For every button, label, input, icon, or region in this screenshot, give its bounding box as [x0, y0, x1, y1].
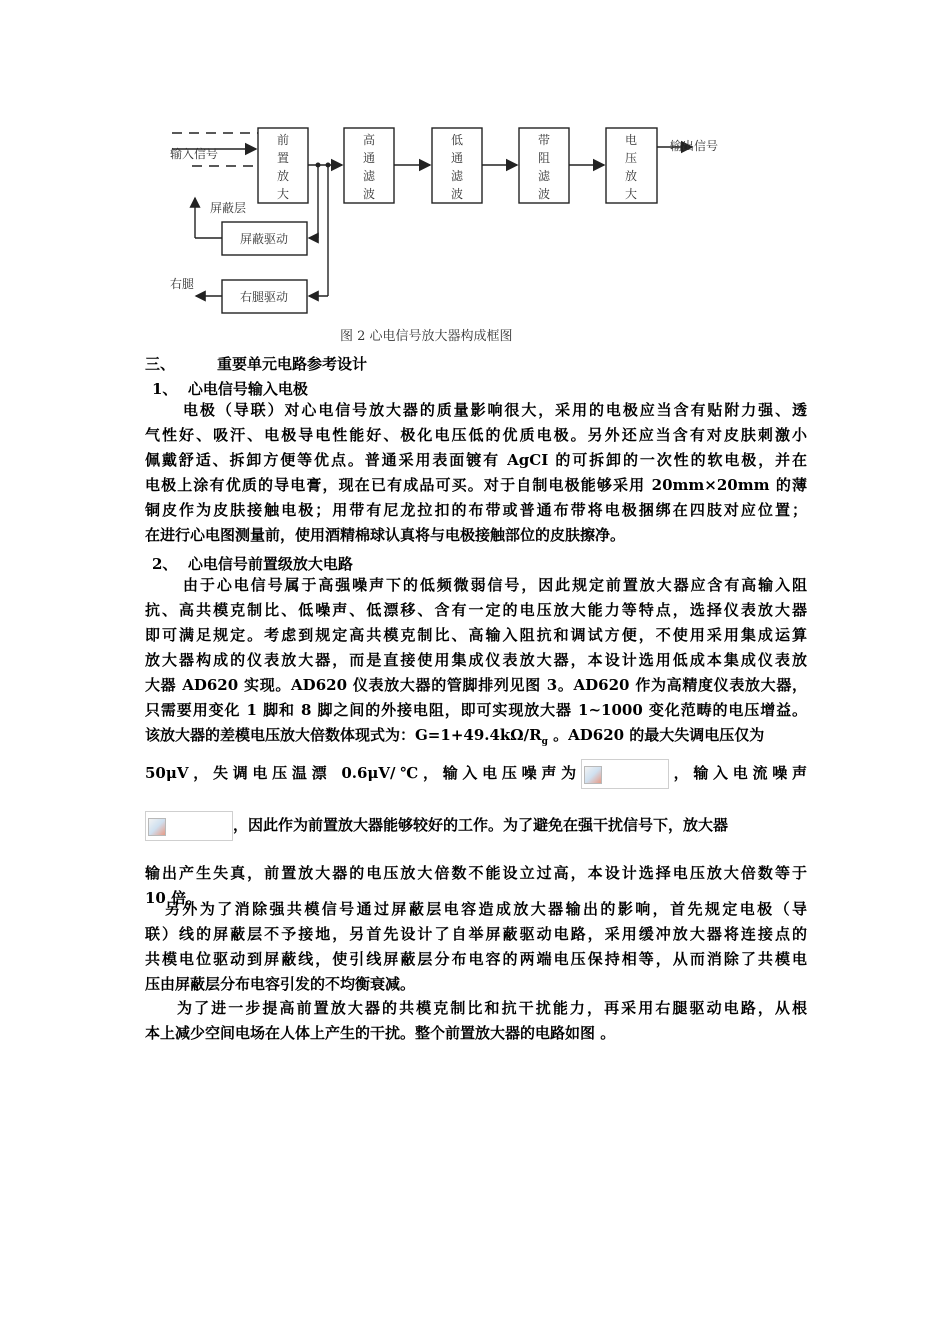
current-noise-image-placeholder — [145, 811, 233, 841]
subsection-2-title: 心电信号前置级放大电路 — [187, 555, 353, 573]
svg-text:带: 带 — [537, 133, 551, 147]
paragraph-electrode: 电极（导联）对心电信号放大器的质量影响很大，采用的电极应当含有贴附力强、透 气性好、吸汗、电极导电性能好、极化电压低的优质电极。另外还应当含有对皮肤刺激小 佩戴舒适、拆卸方便等优点。普通采用表面镀有 AgCI 的可拆卸的一次性的软电极，并在 电极上涂有优质的导电膏，现在已有成品可买。对于自制电极能够采用 20mm×20mm 的薄 铜皮作为皮肤接触电极；用带有尼龙拉扣的布带或普通布带将电极捆绑在四肢对应位置； 在进行心电图测量前，使用酒精棉球认真将与电极接触部位的皮肤擦净。 — [145, 401, 807, 544]
shield-layer-label: 屏蔽层 — [210, 201, 247, 215]
svg-text:前: 前 — [276, 133, 290, 147]
noise-line: 50μV，失调电压温漂 0.6μV/℃，输入电压噪声为 ，输入电流噪声 — [145, 759, 807, 789]
figure-caption: 图 2 心电信号放大器构成框图 — [340, 329, 513, 344]
output-signal-label: 输出信号 — [670, 139, 719, 153]
svg-text:置: 置 — [276, 151, 290, 165]
svg-text:高: 高 — [362, 133, 376, 147]
svg-text:低: 低 — [450, 133, 464, 147]
svg-text:大: 大 — [276, 187, 290, 201]
svg-text:滤: 滤 — [450, 169, 464, 183]
voltage-noise-image-placeholder — [581, 759, 669, 789]
subsection-2-heading — [152, 553, 353, 574]
svg-text:阻: 阻 — [537, 151, 551, 165]
preamp-block — [258, 128, 308, 203]
input-signal-label: 输入信号 — [170, 147, 219, 161]
section-number: 三、 — [145, 355, 176, 373]
bandstop-filter-block — [519, 128, 569, 203]
gain-formula-line: 该放大器的差模电压放大倍数体现式为：$G=1+49.4k\Omega/R_g$ 。AD620 的最大失调电压仅为 — [145, 726, 765, 747]
svg-text:放: 放 — [276, 169, 290, 183]
svg-text:波: 波 — [450, 187, 464, 201]
subsection-1-number: 1、 — [152, 380, 178, 398]
svg-text:波: 波 — [537, 187, 551, 201]
section-heading — [145, 353, 367, 374]
lowpass-filter-block — [432, 128, 482, 203]
right-leg-label: 右腿 — [170, 277, 195, 291]
subsection-2-number: 2、 — [152, 555, 178, 573]
section-title: 重要单元电路参考设计 — [217, 355, 368, 373]
paragraph-right-leg: 为了进一步提高前置放大器的共模克制比和抗干扰能力，再采用右腿驱动电路，从根 本上减少空间电场在人体上产生的干扰。整个前置放大器的电路如图 。 — [145, 999, 807, 1042]
subsection-1-heading — [152, 378, 308, 399]
svg-text:滤: 滤 — [362, 169, 376, 183]
svg-text:通: 通 — [450, 151, 464, 165]
paragraph-preamp: 由于心电信号属于高强噪声下的低频微弱信号，因此规定前置放大器应含有高输入阻 抗、高共模克制比、低噪声、低漂移、含有一定的电压放大能力等特点，选择仪表放大器 即可满足规定。考虑到规定高共模克制比、高输入阻抗和调试方便，不使用采用集成运算 放大器构成的仪表放大器，而是直接使用集成仪表放大器，本设计选用低成本集成仪表放 大器 AD620 实现。AD620 仪表放大器的管脚排列见图 3。AD620 作为高精度仪表放大器， 只需要用变化 1 脚和 8 脚之间的外接电阻，即可实现放大器 1~1000 变化范畴的电压增益。 该放大器的差模电压放大倍数体现式为：$G=1+49.4k\Omega/R_g$ 。AD620 的最大失调电压仅为 50μV，失调电压温漂 0.6μV/℃，输入电压噪声为 ，输入电流噪声 ，因此作为前置放大器能够较好的工作。为了避免在强干扰信号下，放大器 输出产生失真，前置放大器的电压放大倍数不能设立过高，本设计选择电压放大倍数等于 10 倍。 — [145, 576, 807, 907]
current-noise-line: ，因此作为前置放大器能够较好的工作。为了避免在强干扰信号下，放大器 — [145, 811, 807, 841]
voltage-amplifier-block — [606, 128, 657, 203]
svg-text:通: 通 — [362, 151, 376, 165]
subsection-1-title: 心电信号输入电极 — [187, 380, 308, 398]
broken-image-icon — [148, 818, 166, 836]
shield-drive-label: 屏蔽驱动 — [239, 232, 289, 246]
right-leg-drive-label: 右腿驱动 — [239, 290, 289, 304]
svg-text:波: 波 — [362, 187, 376, 201]
broken-image-icon — [584, 766, 602, 784]
svg-text:滤: 滤 — [537, 169, 551, 183]
svg-text:压: 压 — [624, 151, 638, 165]
svg-text:大: 大 — [624, 187, 638, 201]
svg-text:放: 放 — [624, 169, 638, 183]
svg-text:电: 电 — [624, 133, 638, 147]
paragraph-shield: 另外为了消除强共模信号通过屏蔽层电容造成放大器输出的影响，首先规定电极（导 联）线的屏蔽层不予接地，另首先设计了自举屏蔽驱动电路，采用缓冲放大器将连接点的 共模电位驱动到屏蔽线，使引线屏蔽层分布电容的两端电压保持相等，从而消除了共模电 压由屏蔽层分布电容引发的不均衡衰减。 — [145, 900, 807, 993]
highpass-filter-block — [344, 128, 394, 203]
ecg-amplifier-block-diagram — [150, 118, 730, 318]
